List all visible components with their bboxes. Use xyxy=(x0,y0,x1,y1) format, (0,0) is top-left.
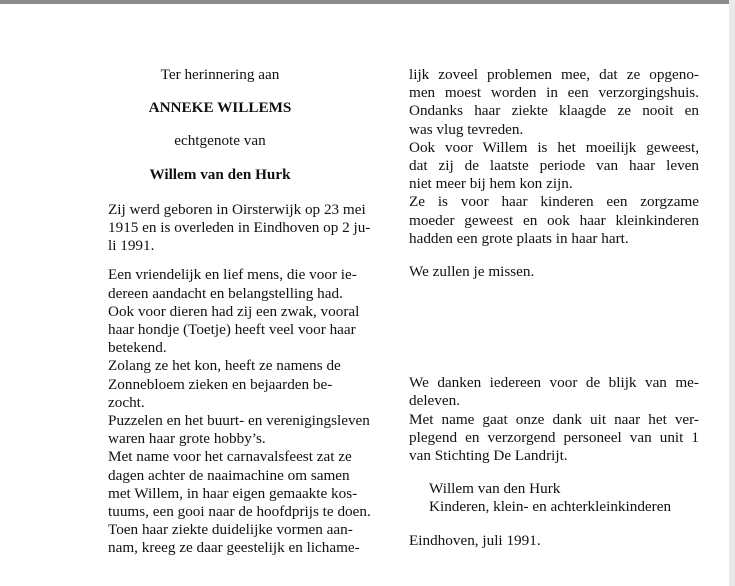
right-column xyxy=(409,66,699,550)
biography-paragraph xyxy=(108,266,371,557)
text-line: dagen achter de naaimachine om samen xyxy=(108,466,350,484)
text-line: Ondanks haar ziekte klaagde ze nooit en xyxy=(409,102,699,120)
text-line: dereen aandacht en belangstelling had. xyxy=(108,284,343,302)
spouse-name: Willem van den Hurk xyxy=(149,165,291,183)
thanks-paragraph xyxy=(409,374,699,465)
text-line: Zonnebloem zieken en bejaarden be- xyxy=(108,375,333,393)
text-line: met Willem, in haar eigen gemaakte kos- xyxy=(108,484,358,502)
text-line: zocht. xyxy=(108,393,145,411)
farewell-text: We zullen je missen. xyxy=(409,263,535,281)
signature-line: Kinderen, klein- en achterkleinkinderen xyxy=(429,498,672,516)
text-line: nam, kreeg ze daar geestelijk en lichame- xyxy=(108,539,360,557)
text-line: deleven. xyxy=(409,392,461,410)
top-border xyxy=(0,0,735,4)
text-line: moeder geweest en ook haar kleinkinderen xyxy=(409,211,699,229)
continuation-paragraph xyxy=(409,66,699,248)
text-line: van Stichting De Landrijt. xyxy=(409,447,568,465)
text-line: haar hondje (Toetje) heeft veel voor haar xyxy=(108,321,356,339)
text-line: lijk zoveel problemen mee, dat ze opgeno- xyxy=(409,66,699,83)
signature-line: Willem van den Hurk xyxy=(429,480,561,498)
birth-paragraph xyxy=(108,200,371,256)
text-line: Puzzelen en het buurt- en verenigingsleven xyxy=(108,412,370,430)
intro-text: Ter herinnering aan xyxy=(160,66,280,83)
text-line: plegend en verzorgend personeel van unit 1 xyxy=(409,428,699,446)
text-line: We danken iedereen voor de blijk van me- xyxy=(409,374,699,392)
text-line: 1915 en is overleden in Eindhoven op 2 ju- xyxy=(108,219,371,237)
text-line: li 1991. xyxy=(108,237,155,255)
text-line: tuums, een gooi naar de hoofdprijs te doen. xyxy=(108,503,371,521)
text-line: hadden een grote plaats in haar hart. xyxy=(409,229,629,247)
text-line: Met name voor het carnavalsfeest zat ze xyxy=(108,448,352,466)
text-line: niet meer bij hem kon zijn. xyxy=(409,175,573,193)
text-line: was vlug tevreden. xyxy=(409,120,524,138)
text-line: Een vriendelijk en lief mens, die voor ie- xyxy=(108,266,357,284)
text-line: Ook voor Willem is het moeilijk geweest, xyxy=(409,138,699,156)
text-line: Ook voor dieren had zij een zwak, vooral xyxy=(108,302,360,320)
right-edge-shadow xyxy=(729,0,735,586)
text-line: Met name gaat onze dank uit naar het ver- xyxy=(409,410,699,428)
text-line: dat zij de laatste periode van haar leven xyxy=(409,157,699,175)
text-line: men moest worden in een verzorgingshuis. xyxy=(409,84,699,102)
text-line: Zolang ze het kon, heeft ze namens de xyxy=(108,357,341,375)
signatures xyxy=(409,480,699,516)
text-line: Toen haar ziekte duidelijke vormen aan- xyxy=(108,521,353,539)
text-line: Ze is voor haar kinderen een zorgzame xyxy=(409,193,699,211)
text-line: betekend. xyxy=(108,339,167,357)
left-column xyxy=(108,66,371,558)
deceased-name: ANNEKE WILLEMS xyxy=(148,99,292,117)
relation-text: echtgenote van xyxy=(174,132,266,150)
place-date: Eindhoven, juli 1991. xyxy=(409,531,541,549)
text-line: waren haar grote hobby’s. xyxy=(108,430,266,448)
text-line: Zij werd geboren in Oirsterwijk op 23 mei xyxy=(108,200,366,218)
